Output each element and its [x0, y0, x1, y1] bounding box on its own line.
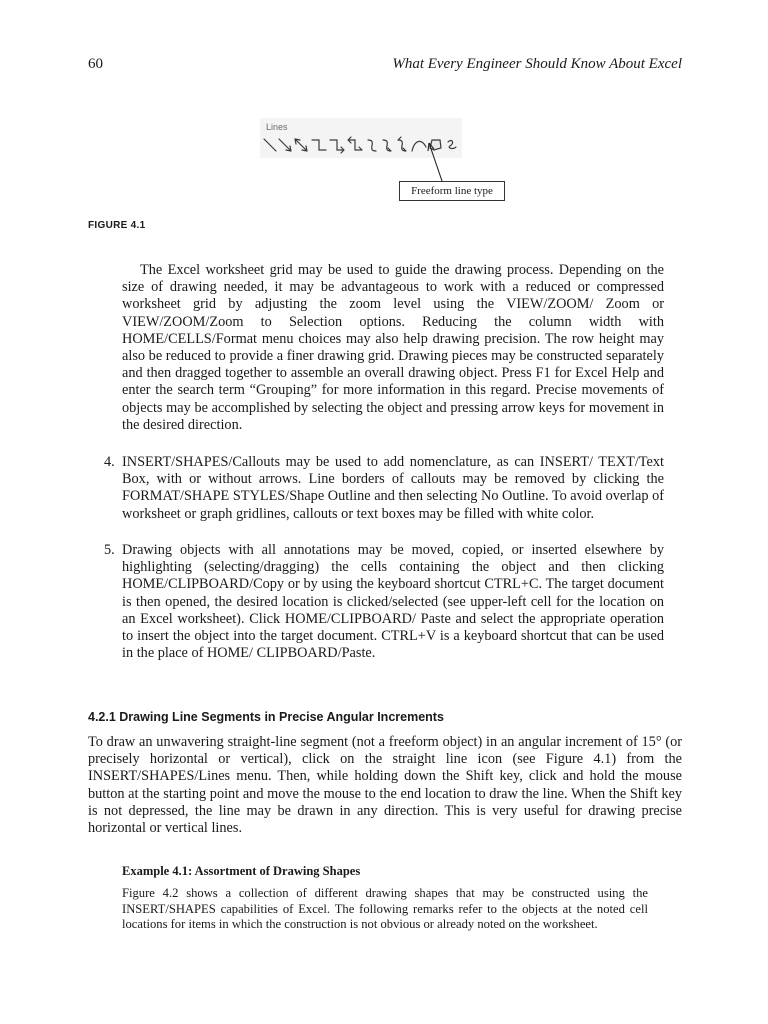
list-item-text: Drawing objects with all annotations may be moved, copied, or inserted elsewhere by highlighting (selecting/dragging) the cells containing the object and then clicking HOME/CLIPBOARD/Copy or by using the keyboard shortcut CTRL+C. The target document is then opened, the desired location is clicked/selected (see upper-left cell for the location on an Excel worksheet). Click HOME/CLIPBOARD/ Paste and select the appropriate operation to insert the object into the target document. CTRL+V is a keyboard shortcut that can be used in the place of HOME/ CLIPBOARD/Paste.: [122, 542, 664, 662]
curved-connector-icon: [368, 140, 376, 151]
list-item-number: 4.: [104, 454, 115, 470]
line-arrow-icon: [279, 139, 291, 151]
section-heading: 4.2.1 Drawing Line Segments in Precise Angular Increments: [88, 710, 444, 724]
list-item-number: 5.: [104, 542, 115, 558]
callout-arrow: [420, 140, 450, 182]
list-item: [104, 542, 664, 662]
page-number: 60: [88, 56, 103, 72]
curved-arrow-connector-icon: [383, 140, 391, 151]
freeform-callout: Freeform line type: [399, 181, 505, 201]
example-title: Example 4.1: Assortment of Drawing Shapes: [122, 864, 361, 878]
elbow-connector-icon: [312, 140, 326, 150]
elbow-double-arrow-connector-icon: [348, 137, 362, 150]
figure-label: FIGURE 4.1: [88, 220, 146, 231]
curved-double-arrow-connector-icon: [398, 137, 406, 151]
body-paragraph: The Excel worksheet grid may be used to guide the drawing process. Depending on the size of drawing needed, it may be advantageous to work with a reduced or compressed worksheet grid by adjusting the zoom level using the VIEW/ZOOM/ Zoom or VIEW/ZOOM/Zoom to Selection options. Reducing the column width with HOME/CELLS/Format menu choices may also help drawing precision. The row height may also be reduced to provide a finer drawing grid. Drawing pieces may be constructed separately and then dragged together to assemble an overall drawing object. Press F1 for Excel Help and enter the search term “Grouping” for more information in this regard. Precise movements of objects may be accomplished by selecting the object and pressing arrow keys for movement in the desired direction.: [122, 262, 664, 433]
list-item: [104, 454, 664, 523]
running-title: What Every Engineer Should Know About Excel: [392, 56, 682, 72]
list-item-text: INSERT/SHAPES/Callouts may be used to add nomenclature, as can INSERT/ TEXT/Text Box, with or without arrows. Line borders of callouts may be removed by clicking the FORMAT/SHAPE STYLES/Shape Outline and then selecting No Outline. To avoid overlap of worksheet or graph gridlines, callouts or text boxes may be filled with white color.: [122, 454, 664, 522]
example-paragraph: Figure 4.2 shows a collection of different drawing shapes that may be constructed using the INSERT/SHAPES capabilities of Excel. The following remarks refer to the objects at the noted cell locations for items in which the construction is not obvious or already noted on the worksheet.: [122, 886, 648, 932]
double-arrow-line-icon: [295, 139, 307, 151]
elbow-arrow-connector-icon: [330, 140, 344, 153]
section-paragraph: To draw an unwavering straight-line segment (not a freeform object) in an angular increment of 15° (or precisely horizontal or vertical), click on the straight line icon (see Figure 4.1) from the INSERT/SHAPES/Lines menu. Then, while holding down the Shift key, click and hold the mouse button at the starting point and move the mouse to the end location to draw the line. When the Shift key is not depressed, the line may be drawn in any direction. This is very useful for drawing precise horizontal or vertical lines.: [88, 734, 682, 837]
lines-toolbar-label: Lines: [266, 122, 288, 132]
line-icon: [264, 139, 276, 151]
